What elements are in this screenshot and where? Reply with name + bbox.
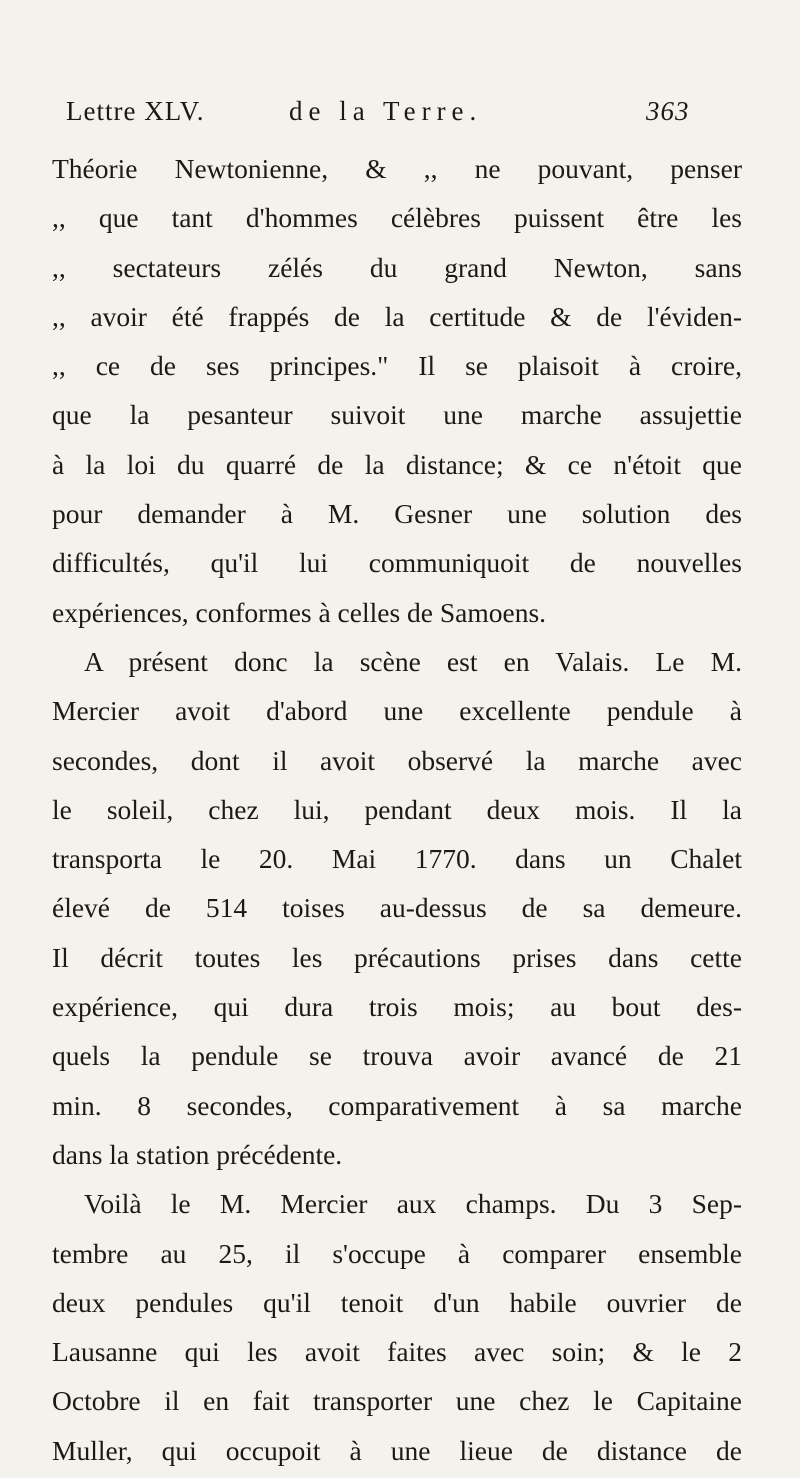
text-line: transporta le 20. Mai 1770. dans un Chalet <box>52 843 742 875</box>
text-line: Théorie Newtonienne, & ,, ne pouvant, penser <box>52 153 742 184</box>
text-line: A présent donc la scène est en Valais. Le M. <box>84 645 742 677</box>
text-line: Mercier avoit d'abord une excellente pendule à <box>52 695 742 727</box>
text-line: Voilà le M. Mercier aux champs. Du 3 Sep- <box>84 1188 742 1220</box>
text-line: le soleil, chez lui, pendant deux mois. Il la <box>52 793 742 825</box>
text-line: min. 8 secondes, comparativement à sa marche <box>52 1089 742 1121</box>
page-number: 363 <box>646 96 690 126</box>
text-line: que la pesanteur suivoit une marche assujettie <box>52 399 742 431</box>
text-line: dans la station précédente. <box>52 1138 343 1170</box>
text-line: ,, avoir été frappés de la certitude & de l'éviden- <box>52 300 742 332</box>
text-line: Octobre il en fait transporter une chez le Capitaine <box>52 1385 742 1417</box>
text-line: ,, que tant d'hommes célèbres puissent être les <box>52 202 742 234</box>
text-line: difficultés, qu'il lui communiquoit de nouvelles <box>52 547 742 579</box>
text-line: Lausanne qui les avoit faites avec soin; & le 2 <box>52 1336 742 1368</box>
text-line: à la loi du quarré de la distance; & ce n'étoit que <box>52 448 742 480</box>
running-head <box>66 96 716 136</box>
text-line: secondes, dont il avoit observé la marche avec <box>52 744 742 776</box>
text-line: Il décrit toutes les précautions prises dans cette <box>52 941 742 973</box>
text-line: ,, ce de ses principes." Il se plaisoit à croire, <box>52 350 742 382</box>
text-line: expériences, conformes à celles de Samoens. <box>52 596 547 628</box>
running-head-letter: Lettre XLV. <box>66 96 205 126</box>
text-line: quels la pendule se trouva avoir avancé de 21 <box>52 1040 742 1072</box>
text-line: expérience, qui dura trois mois; au bout des- <box>52 991 742 1023</box>
text-line: Muller, qui occupoit à une lieue de distance de <box>52 1434 742 1466</box>
body-text <box>52 144 742 1475</box>
text-line: deux pendules qu'il tenoit d'un habile ouvrier de <box>52 1286 742 1318</box>
text-line: tembre au 25, il s'occupe à comparer ensemble <box>52 1237 742 1269</box>
text-line: pour demander à M. Gesner une solution des <box>52 498 742 530</box>
text-line: ,, sectateurs zélés du grand Newton, sans <box>52 251 742 283</box>
running-head-title: de la Terre. <box>289 96 483 126</box>
text-line: élevé de 514 toises au-dessus de sa demeure. <box>52 892 742 924</box>
